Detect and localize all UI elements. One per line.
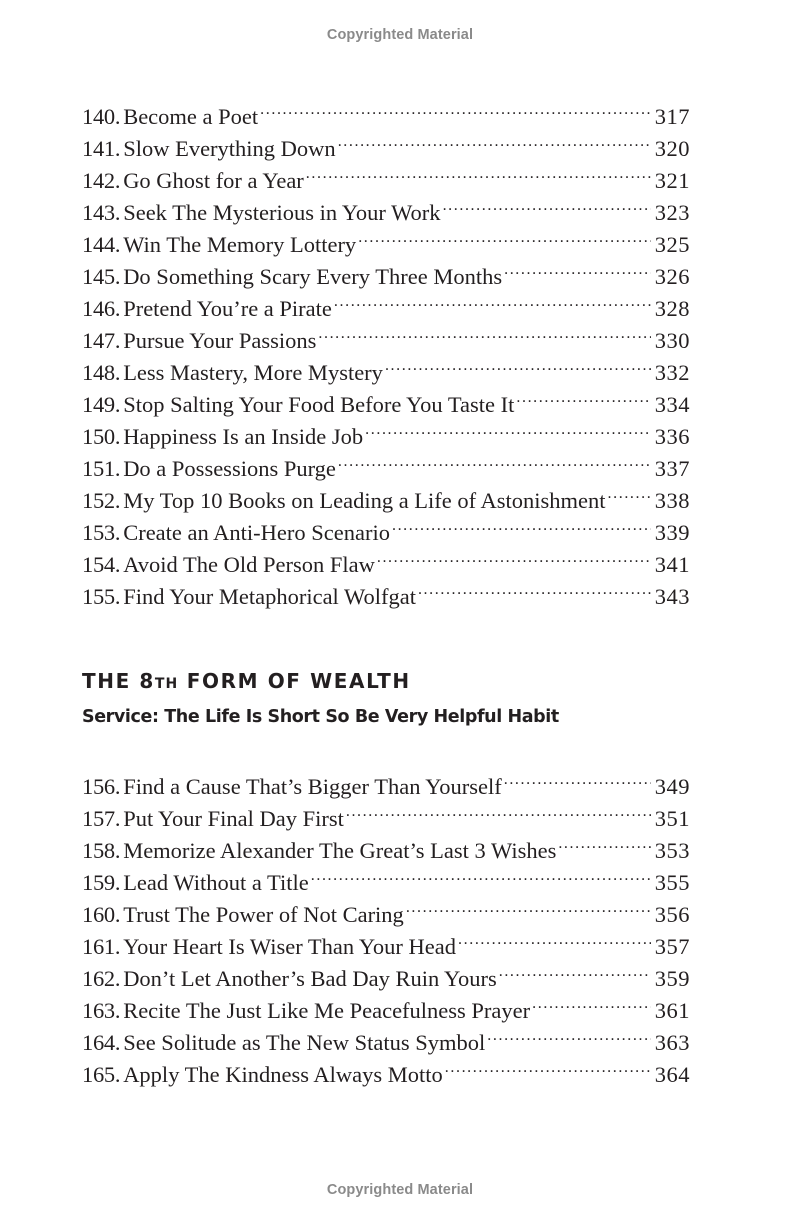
entry-number: 143. [82,200,121,225]
entry-page: 357 [654,934,690,959]
entry-page: 364 [654,1062,690,1087]
dot-leader [318,316,650,348]
entry-title: See Solitude as The New Status Symbol [123,1030,486,1055]
dot-leader [392,508,651,540]
section-title-pre: THE 8 [82,669,155,693]
entry-number: 146. [82,296,121,321]
dot-leader [458,922,651,954]
section-title-post: FORM OF WEALTH [178,669,411,693]
entry-number: 142. [82,168,121,193]
entry-title: Happiness Is an Inside Job [123,424,364,449]
entry-title: Pretend You’re a Pirate [123,296,332,321]
toc-entry [82,762,690,799]
entry-number: 163. [82,998,121,1023]
entry-page: 337 [654,456,690,481]
entry-number: 157. [82,806,121,831]
dot-leader [406,890,651,922]
entry-page: 359 [654,966,690,991]
dot-leader [260,92,651,124]
entry-page: 317 [654,104,690,129]
toc-list-7th-wealth [82,92,690,609]
entry-number: 160. [82,902,121,927]
entry-page: 351 [654,806,690,831]
entry-title: Apply The Kindness Always Motto [123,1062,443,1087]
entry-title: Become a Poet [123,104,259,129]
dot-leader [377,540,651,572]
entry-number: 165. [82,1062,121,1087]
entry-page: 338 [654,488,690,513]
dot-leader [558,826,650,858]
entry-number: 150. [82,424,121,449]
entry-number: 158. [82,838,121,863]
entry-page: 341 [654,552,690,577]
entry-title: Seek The Mysterious in Your Work [123,200,441,225]
dot-leader [504,252,651,284]
entry-page: 339 [654,520,690,545]
entry-title: Stop Salting Your Food Before You Taste It [123,392,515,417]
entry-page: 361 [654,998,690,1023]
dot-leader [365,412,651,444]
entry-title: Avoid The Old Person Flaw [123,552,375,577]
entry-number: 141. [82,136,121,161]
entry-number: 153. [82,520,121,545]
entry-title: My Top 10 Books on Leading a Life of Astonishment [123,488,606,513]
entry-title: Lead Without a Title [123,870,309,895]
entry-page: 336 [654,424,690,449]
entry-page: 355 [654,870,690,895]
entry-number: 161. [82,934,121,959]
dot-leader [516,380,650,412]
entry-number: 155. [82,584,121,609]
entry-title: Trust The Power of Not Caring [123,902,404,927]
entry-page: 353 [654,838,690,863]
entry-page: 326 [654,264,690,289]
dot-leader [499,954,651,986]
entry-number: 149. [82,392,121,417]
section-subtitle: Service: The Life Is Short So Be Very Helpful Habit [82,707,559,727]
entry-page: 332 [654,360,690,385]
dot-leader [306,156,651,188]
entry-page: 334 [654,392,690,417]
dot-leader [504,762,651,794]
entry-page: 325 [654,232,690,257]
entry-page: 363 [654,1030,690,1055]
entry-page: 356 [654,902,690,927]
entry-number: 140. [82,104,121,129]
entry-title: Put Your Final Day First [123,806,344,831]
entry-number: 164. [82,1030,121,1055]
section-heading-8th-wealth [82,668,702,730]
entry-title: Slow Everything Down [123,136,336,161]
entry-page: 343 [654,584,690,609]
entry-number: 148. [82,360,121,385]
entry-number: 152. [82,488,121,513]
copyright-watermark-bottom: Copyrighted Material [326,1182,474,1198]
dot-leader [418,572,651,604]
dot-leader [334,284,651,316]
dot-leader [311,858,651,890]
entry-page: 321 [654,168,690,193]
dot-leader [346,794,651,826]
entry-number: 159. [82,870,121,895]
entry-number: 154. [82,552,121,577]
dot-leader [385,348,651,380]
entry-number: 162. [82,966,121,991]
toc-list-8th-wealth [82,762,690,1087]
dot-leader [608,476,651,508]
section-title-ordinal-suffix: TH [154,676,179,692]
entry-page: 349 [654,774,690,799]
dot-leader [532,986,651,1018]
dot-leader [487,1018,650,1050]
entry-title: Do a Possessions Purge [123,456,336,481]
dot-leader [443,188,651,220]
entry-number: 151. [82,456,121,481]
entry-title: Pursue Your Passions [123,328,317,353]
section-title [82,668,702,697]
entry-title: Create an Anti-Hero Scenario [123,520,390,545]
copyright-watermark-top: Copyrighted Material [326,27,474,43]
entry-number: 145. [82,264,121,289]
entry-title: Don’t Let Another’s Bad Day Ruin Yours [123,966,497,991]
entry-page: 328 [654,296,690,321]
dot-leader [358,220,651,252]
entry-title: Less Mastery, More Mystery [123,360,383,385]
entry-page: 323 [654,200,690,225]
entry-title: Win The Memory Lottery [123,232,357,257]
dot-leader [338,444,651,476]
entry-title: Find Your Metaphorical Wolfgat [123,584,416,609]
entry-number: 156. [82,774,121,799]
dot-leader [338,124,651,156]
entry-title: Do Something Scary Every Three Months [123,264,503,289]
entry-title: Find a Cause That’s Bigger Than Yourself [123,774,502,799]
entry-title: Go Ghost for a Year [123,168,304,193]
entry-number: 144. [82,232,121,257]
entry-title: Memorize Alexander The Great’s Last 3 Wishes [123,838,557,863]
entry-page: 320 [654,136,690,161]
dot-leader [445,1050,651,1082]
entry-title: Your Heart Is Wiser Than Your Head [123,934,457,959]
entry-page: 330 [654,328,690,353]
toc-entry [82,92,690,129]
entry-number: 147. [82,328,121,353]
entry-title: Recite The Just Like Me Peacefulness Prayer [123,998,531,1023]
